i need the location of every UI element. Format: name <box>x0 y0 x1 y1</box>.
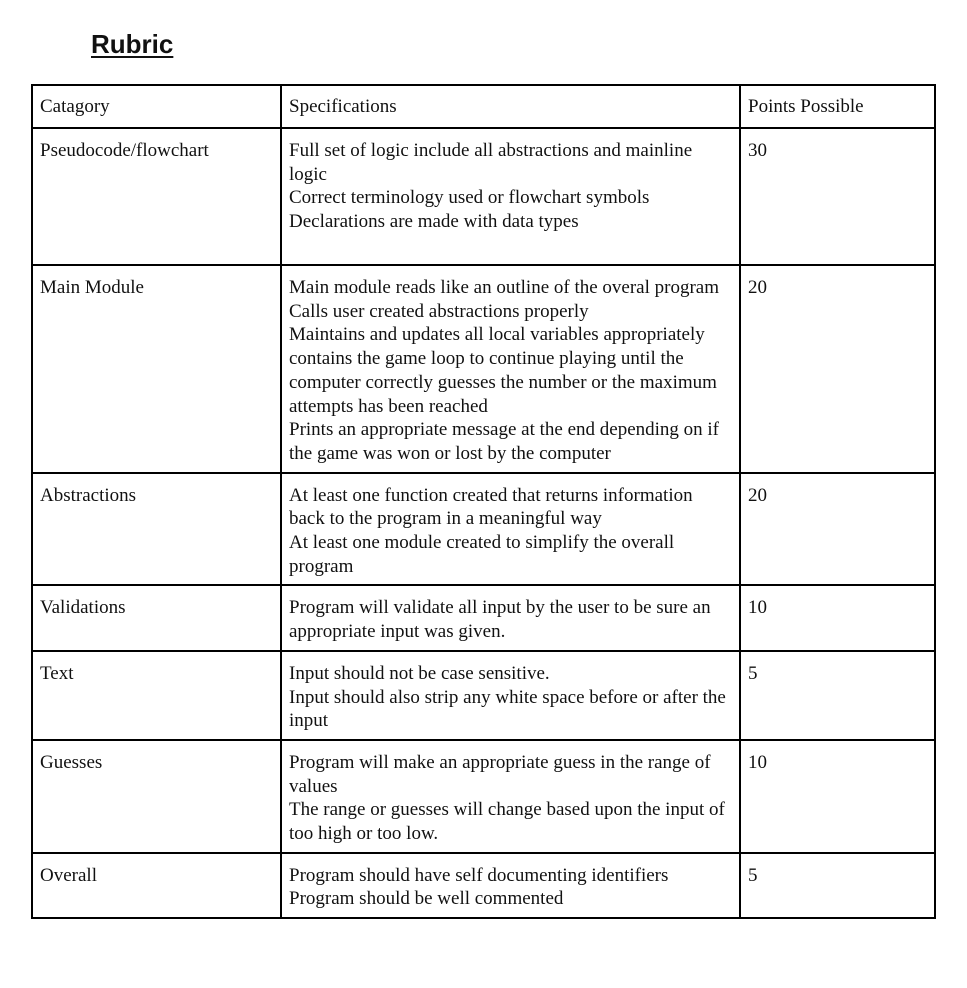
points-cell: 30 <box>740 128 935 265</box>
spec-line: Correct terminology used or flowchart symbols <box>289 187 650 209</box>
table-row <box>32 853 935 918</box>
category-cell: Pseudocode/flowchart <box>32 128 281 265</box>
specifications-cell <box>281 740 740 853</box>
specifications-cell <box>281 473 740 586</box>
category-cell: Overall <box>32 853 281 918</box>
spec-line: Declarations are made with data types <box>289 211 579 233</box>
spec-line: At least one module created to simplify the overall program <box>289 532 675 577</box>
table-row <box>32 651 935 740</box>
spec-line: Program will make an appropriate guess in the range of values <box>289 751 711 797</box>
header-points-possible: Points Possible <box>740 85 935 128</box>
spec-line: contains the game loop to continue playing until the computer correctly guesses the number or the maximum attempts has been reached <box>289 348 717 417</box>
spec-line: Main module reads like an outline of the overal program <box>289 277 720 298</box>
table-row <box>32 585 935 650</box>
table-row <box>32 740 935 853</box>
points-cell: 20 <box>740 265 935 473</box>
points-cell: 20 <box>740 473 935 586</box>
specifications-cell <box>281 651 740 740</box>
points-cell: 5 <box>740 651 935 740</box>
points-cell: 10 <box>740 740 935 853</box>
table-row <box>32 473 935 586</box>
category-cell: Abstractions <box>32 473 281 586</box>
specifications-cell <box>281 853 740 918</box>
rubric-title: Rubric <box>91 29 174 59</box>
points-cell: 5 <box>740 853 935 918</box>
specifications-cell <box>281 128 740 265</box>
category-cell: Text <box>32 651 281 740</box>
category-cell: Validations <box>32 585 281 650</box>
table-header-row <box>32 85 935 128</box>
table-row <box>32 265 935 473</box>
spec-line: Prints an appropriate message at the end depending on if the game was won or lost by the computer <box>289 419 720 464</box>
points-cell: 10 <box>740 585 935 650</box>
spec-line: Input should not be case sensitive. <box>289 662 550 684</box>
spec-line: The range or guesses will change based upon the input of too high or too low. <box>289 799 725 845</box>
category-cell: Guesses <box>32 740 281 853</box>
spec-line: Input should also strip any white space before or after the input <box>289 686 726 732</box>
header-category: Catagory <box>32 85 281 128</box>
spec-line: Program should have self documenting identifiers <box>289 864 669 886</box>
specifications-cell <box>281 265 740 473</box>
spec-line: Full set of logic include all abstractions and mainline logic <box>289 140 693 185</box>
spec-line: Program should be well commented <box>289 888 564 910</box>
spec-line: Program will validate all input by the user to be sure an appropriate input was given. <box>289 597 711 643</box>
table-row <box>32 128 935 265</box>
spec-line: At least one function created that returns information back to the program in a meaningful way <box>289 484 693 530</box>
specifications-cell <box>281 585 740 650</box>
spec-line: Calls user created abstractions properly <box>289 300 589 322</box>
rubric-table <box>31 84 936 919</box>
category-cell: Main Module <box>32 265 281 473</box>
spec-line: Maintains and updates all local variables appropriately <box>289 324 705 346</box>
header-specifications: Specifications <box>281 85 740 128</box>
